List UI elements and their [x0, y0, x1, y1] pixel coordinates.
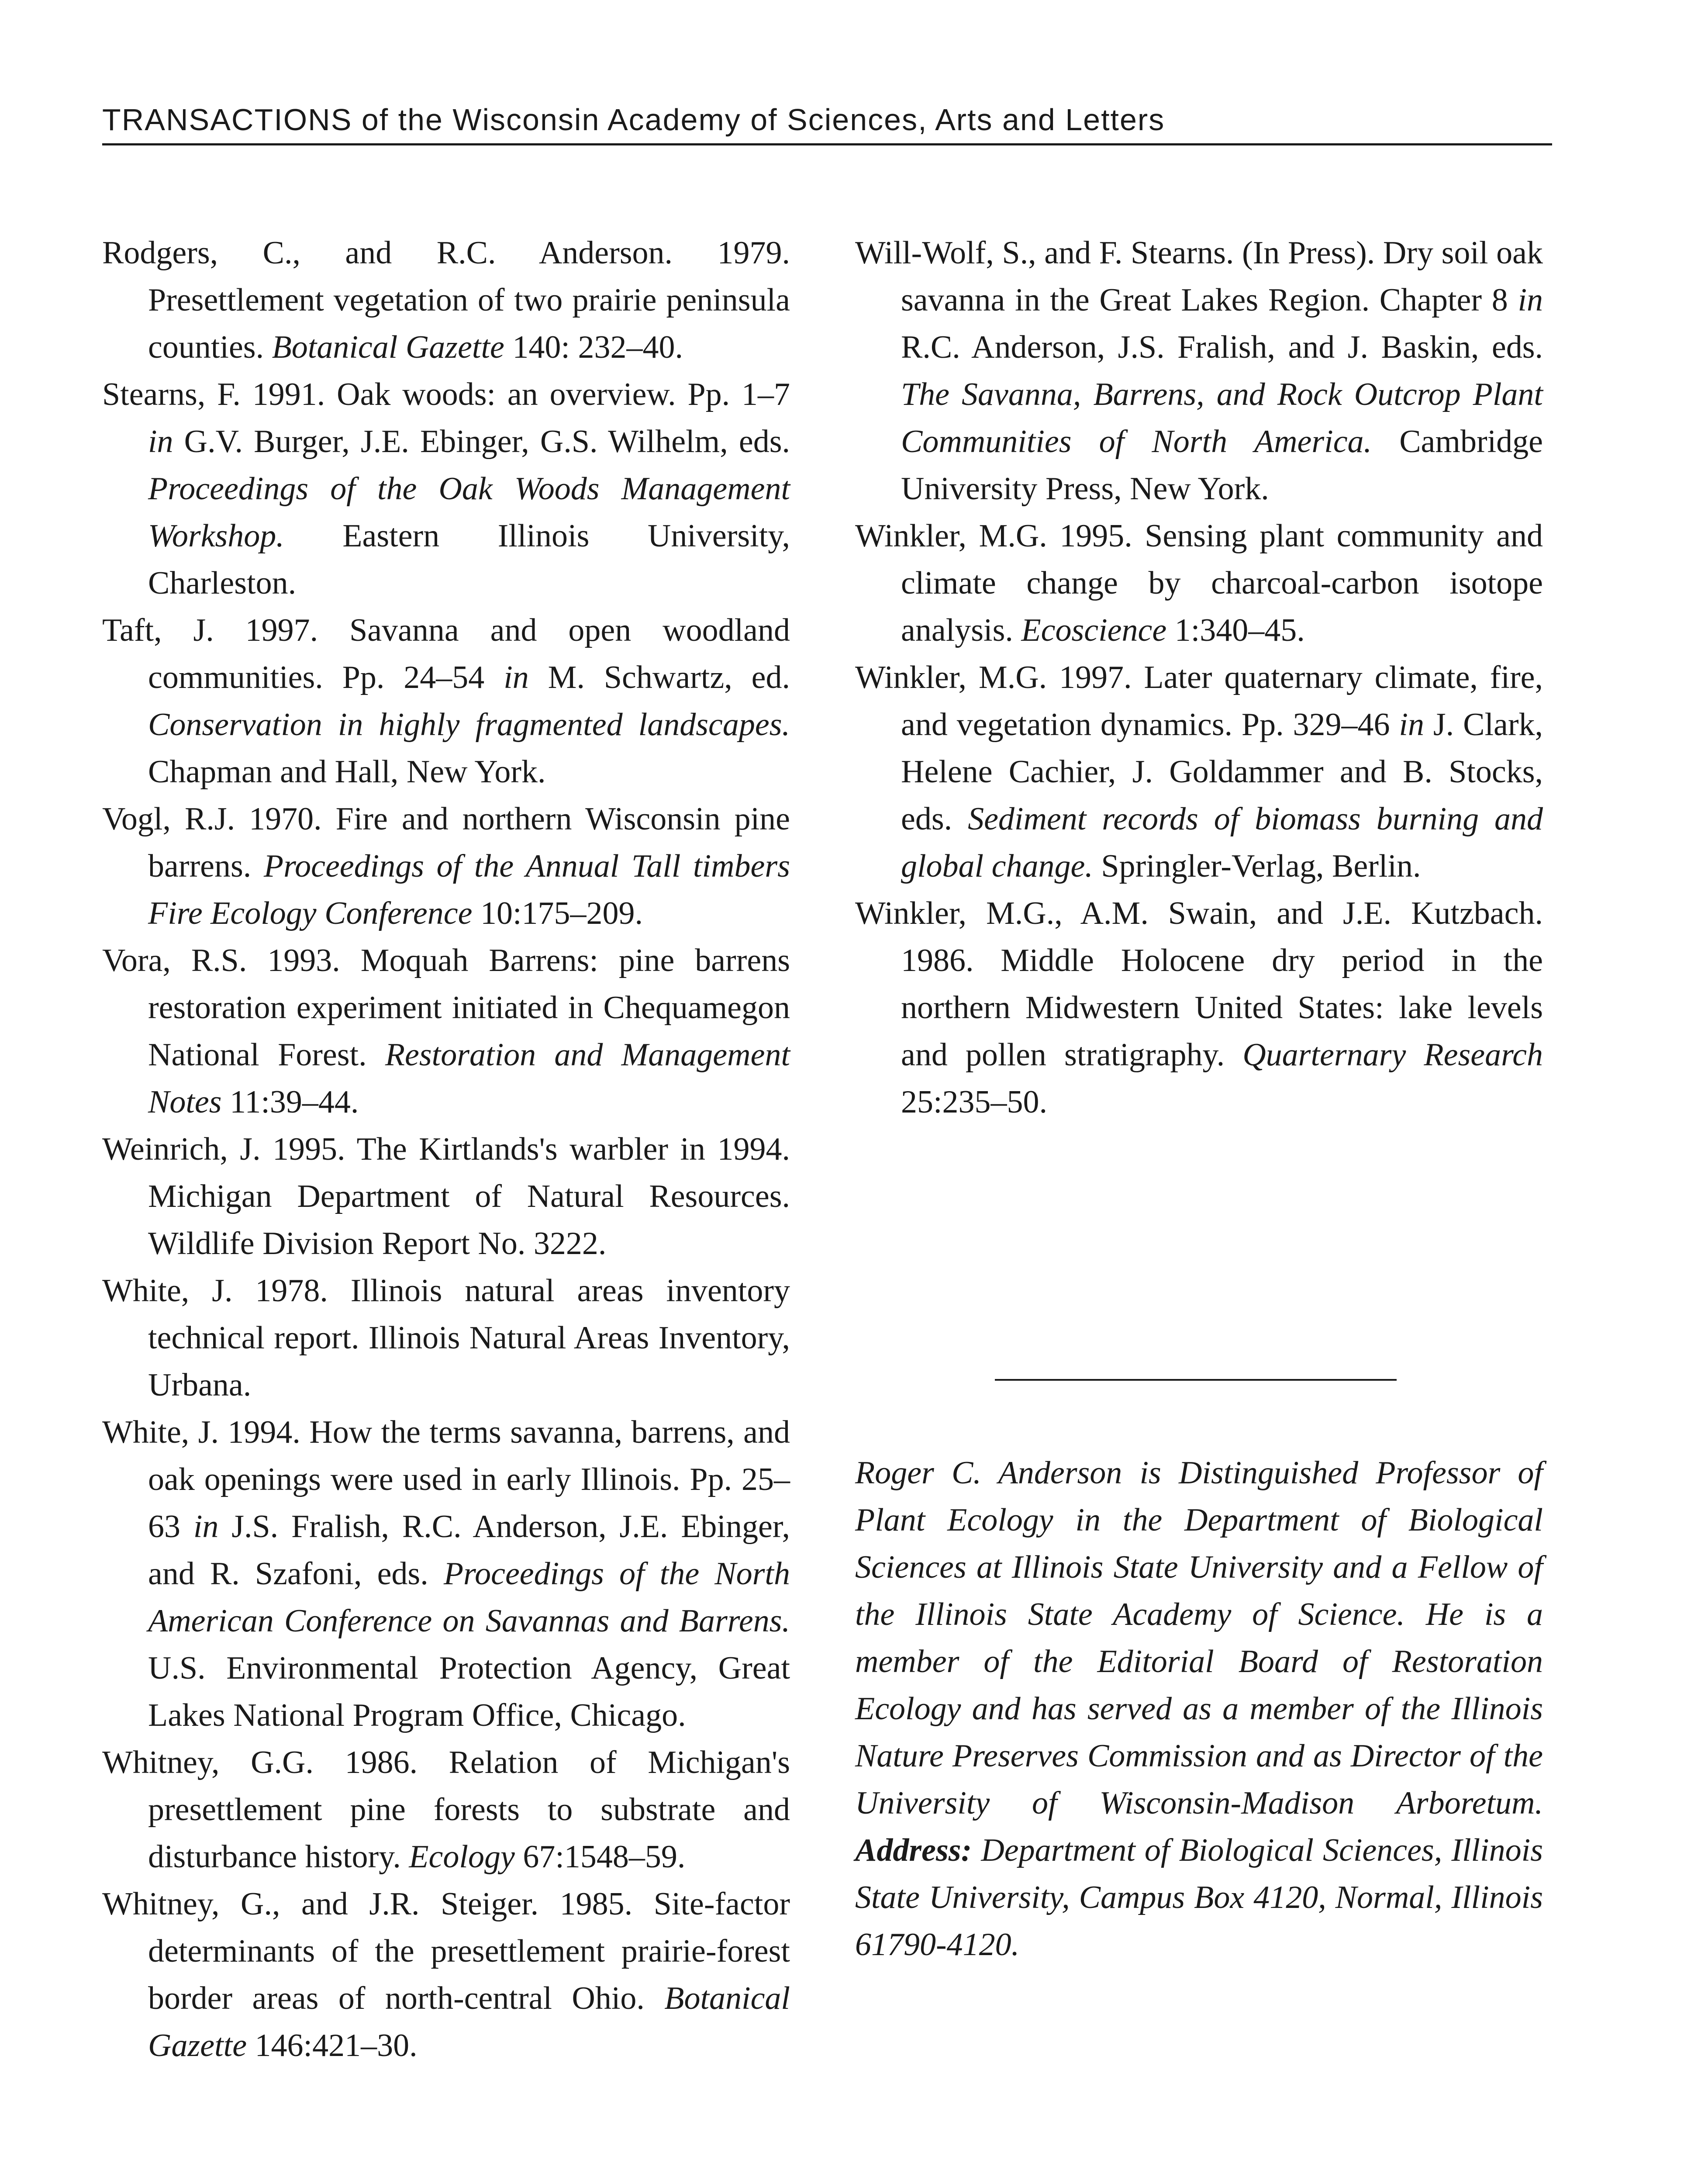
reference-entry: Winkler, M.G. 1997. Later quaternary climate, fire, and vegetation dynamics. Pp. 329–46 in J. Clark, Helene Cachier, J. Goldammer and B. Stocks, eds. Sediment records of biomass burning and global change. Springler-Verlag, Berlin.	[855, 660, 1543, 884]
reference-entry: Winkler, M.G. 1995. Sensing plant community and climate change by charcoal-carbon isotope analysis. Ecoscience 1:340–45.	[855, 518, 1543, 648]
references-column-right	[855, 229, 1543, 1126]
reference-entry: Winkler, M.G., A.M. Swain, and J.E. Kutzbach. 1986. Middle Holocene dry period in the northern Midwestern United States: lake levels and pollen stratigraphy. Quarternary Research 25:235–50.	[855, 895, 1543, 1120]
references-column-left	[102, 229, 790, 2069]
reference-entry: Whitney, G.G. 1986. Relation of Michigan's presettlement pine forests to substrate and disturbance history. Ecology 67:1548–59.	[102, 1745, 790, 1875]
reference-entry: Taft, J. 1997. Savanna and open woodland communities. Pp. 24–54 in M. Schwartz, ed. Conservation in highly fragmented landscapes. Chapman and Hall, New York.	[102, 612, 790, 790]
reference-entry: Rodgers, C., and R.C. Anderson. 1979. Presettlement vegetation of two prairie peninsula counties. Botanical Gazette 140: 232–40.	[102, 235, 790, 365]
reference-entry: Stearns, F. 1991. Oak woods: an overview. Pp. 1–7 in G.V. Burger, J.E. Ebinger, G.S. Wilhelm, eds. Proceedings of the Oak Woods Management Workshop. Eastern Illinois University, Charleston.	[102, 377, 790, 601]
reference-entry: White, J. 1978. Illinois natural areas inventory technical report. Illinois Natural Areas Inventory, Urbana.	[102, 1273, 790, 1403]
reference-entry: Vogl, R.J. 1970. Fire and northern Wisconsin pine barrens. Proceedings of the Annual Tall timbers Fire Ecology Conference 10:175–209.	[102, 801, 790, 931]
running-title: TRANSACTIONS of the Wisconsin Academy of Sciences, Arts and Letters	[102, 103, 1165, 137]
reference-entry: Weinrich, J. 1995. The Kirtlands's warbler in 1994. Michigan Department of Natural Resources. Wildlife Division Report No. 3222.	[102, 1131, 790, 1261]
reference-entry: Will-Wolf, S., and F. Stearns. (In Press). Dry soil oak savanna in the Great Lakes Region. Chapter 8 in R.C. Anderson, J.S. Fralish, and J. Baskin, eds. The Savanna, Barrens, and Rock Outcrop Plant Communities of North America. Cambridge University Press, New York.	[855, 235, 1543, 507]
reference-entry: Vora, R.S. 1993. Moquah Barrens: pine barrens restoration experiment initiated in Chequamegon National Forest. Restoration and Management Notes 11:39–44.	[102, 943, 790, 1120]
reference-entry: White, J. 1994. How the terms savanna, barrens, and oak openings were used in early Illinois. Pp. 25–63 in J.S. Fralish, R.C. Anderson, J.E. Ebinger, and R. Szafoni, eds. Proceedings of the North American Conference on Savannas and Barrens. U.S. Environmental Protection Agency, Great Lakes National Program Office, Chicago.	[102, 1414, 790, 1733]
reference-entry: Whitney, G., and J.R. Steiger. 1985. Site-factor determinants of the presettlement prairie-forest border areas of north-central Ohio. Botanical Gazette 146:421–30.	[102, 1886, 790, 2063]
section-divider	[995, 1379, 1397, 1381]
address-label: Address:	[855, 1832, 972, 1868]
running-header	[102, 100, 1552, 145]
author-bio: Roger C. Anderson is Distinguished Professor of Plant Ecology in the Department of Biological Sciences at Illinois State University and a Fellow of the Illinois State Academy of Science. He is a member of the Editorial Board of Restoration Ecology and has served as a member of the Illinois Nature Preserves Commission and as Director of the University of Wisconsin-Madison Arboretum. Address: Department of Biological Sciences, Illinois State University, Campus Box 4120, Normal, Illinois 61790-4120.	[855, 1455, 1543, 1963]
